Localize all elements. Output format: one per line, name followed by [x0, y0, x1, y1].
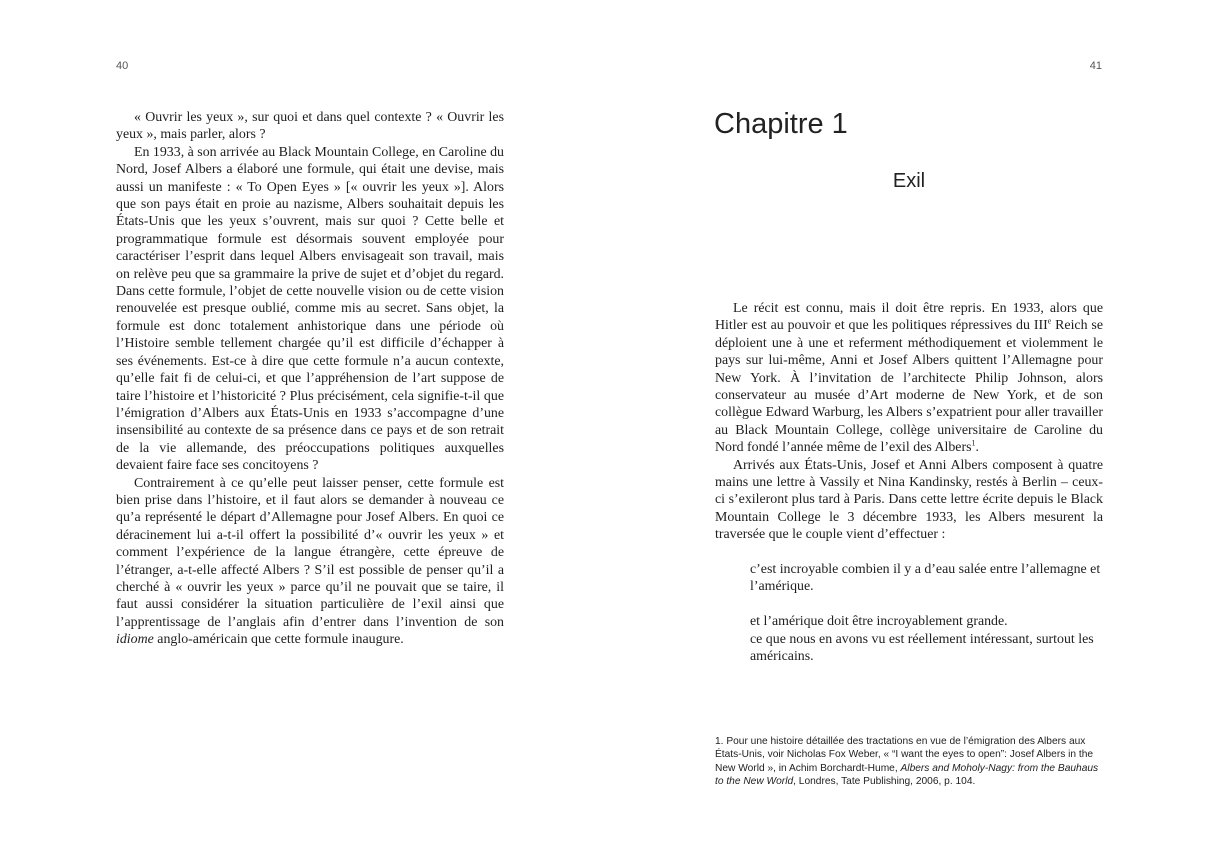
- italic-word: idiome: [116, 632, 154, 648]
- chapter-title: Chapitre 1: [714, 108, 848, 140]
- paragraph: En 1933, à son arrivée au Black Mountain College, en Caroline du Nord, Josef Albers a élaboré une formule, qui était une devise, mais aussi un manifeste : « To Open Eyes » [« ouvrir les yeux »]. Alors que son pays était en proie au nazisme, Albers souhaitait depuis les États-Unis que les yeux s’ouvrent, mais sur quoi ? Cette belle et programmatique formule est désormais souvent employée pour caractériser l’esprit dans lequel Albers envisageait son travail, mais on relève peu que sa grammaire la prive de sujet et d’objet du regard. Dans cette formule, l’objet de cette nouvelle vision ou de cette vision renouvelée est presque oublié, comme mis au secret. Sans objet, la formule est donc totalement anhistorique dans une période où l’Histoire semble tellement chargée qu’il est difficile d’échapper à ses événements. Est-ce à dire que cette formule n’a aucun contexte, qu’elle fait fi de celui-ci, et que l’appréhension de l’art suppose de taire l’histoire et l’historicité ? Plus précisément, cela signifie-t-il que l’émigration d’Albers aux États-Unis en 1933 s’accompagne d’une insensibilité au contexte de sa présence dans ce pays et de son retrait de la vie allemande, des préoccupations politiques auxquelles devaient faire face ses concitoyens ?: [116, 144, 504, 474]
- superscript: e: [1047, 316, 1052, 326]
- footnote-text-part: , Londres, Tate Publishing, 2006, p. 104.: [793, 776, 976, 788]
- paragraph: [116, 475, 504, 649]
- chapter-subtitle: Exil: [892, 170, 926, 192]
- paragraph: « Ouvrir les yeux », sur quoi et dans quel contexte ? « Ouvrir les yeux », mais parler, alors ?: [116, 110, 504, 143]
- block-quote: [750, 561, 1104, 665]
- quote-line: c’est incroyable combien il y a d’eau salée entre l’allemagne et l’amérique.: [750, 562, 1101, 595]
- paragraph-text: Contrairement à ce qu’elle peut laisser penser, cette formule est bien prise dans l’histoire, et il faut alors se demander à nouveau ce qu’a représenté le départ d’Allemagne pour Josef Albers. En quoi ce déracinement lui a-t-il offert la possibilité d’« ouvrir les yeux » et comment l’expérience de la langue étrangère, cette épreuve de l’étranger, a-t-elle affecté Albers ? S’il est possible de penser qu’il a cherché à « ouvrir les yeux » parce qu’il ne pouvait que se taire, il faut aussi considérer la situation particulière de l’exil ainsi que l’apprentissage de l’anglais afin d’entrer dans l’invention de son: [116, 475, 504, 630]
- paragraph-tail: anglo-américain que cette formule inaugure.: [153, 632, 404, 648]
- footnote: [715, 735, 1103, 789]
- footnote-text: [715, 735, 1103, 789]
- left-page-body: [116, 109, 504, 649]
- quote-line: et l’amérique doit être incroyablement grande.: [750, 614, 1008, 630]
- right-page-body: [715, 300, 1103, 544]
- paragraph: [715, 300, 1103, 457]
- page-number-right: 41: [1089, 60, 1102, 72]
- page-number-left: 40: [116, 60, 129, 72]
- paragraph: Arrivés aux États-Unis, Josef et Anni Albers composent à quatre mains une lettre à Vassily et Nina Kandinsky, restés à Berlin – ceux-ci s’exileront plus tard à Paris. Dans cette lettre écrite depuis le Black Mountain College le 3 décembre 1933, les Albers mesurent la traversée que le couple vient d’effectuer :: [715, 457, 1103, 543]
- paragraph-text: .: [975, 440, 979, 456]
- footnote-text-part: 1. Pour une histoire détaillée des tractations en vue de l’émigration des Albers aux États-Unis, voir Nicholas Fox Weber, « “I want the eyes to open”: Josef Albers in the New World », in Achim Borchardt-Hume,: [715, 736, 1094, 774]
- quote-line: ce que nous en avons vu est réellement intéressant, surtout les américains.: [750, 631, 1094, 665]
- footnote-ref[interactable]: 1: [971, 438, 976, 448]
- footnote-italic-title: Albers and Moholy-Nagy: from the Bauhaus to the New World: [715, 762, 1099, 788]
- paragraph-text: Le récit est connu, mais il doit être repris. En 1933, alors que Hitler est au pouvoir et que les politiques répressives du III: [715, 301, 1103, 334]
- paragraph-text: Reich se déploient une à une et referment méthodiquement et violemment le pays sur lui-même, Anni et Josef Albers quittent l’Allemagne pour New York. À l’invitation de l’architecte Philip Johnson, alors conservateur au musée d’Art moderne de New York, et de son collègue Edward Warburg, les Albers s’expatrient pour aller travailler au Black Mountain College, collège universitaire de Caroline du Nord fondé l’année même de l’exil des Albers: [715, 318, 1103, 456]
